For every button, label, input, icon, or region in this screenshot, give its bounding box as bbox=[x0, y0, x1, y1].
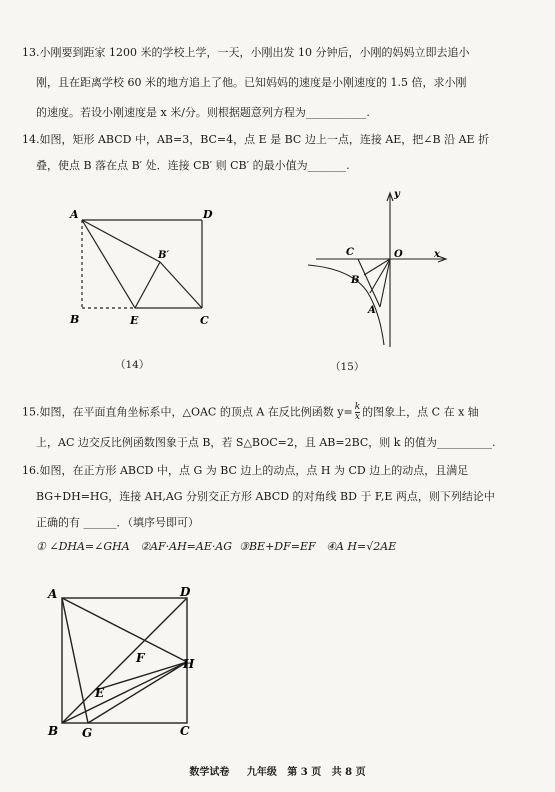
fig16-label-C: C bbox=[180, 724, 190, 738]
q16-option-3: ③BE+DF=EF bbox=[239, 540, 316, 553]
q16-option-2: ②AF·AH=AE·AG bbox=[140, 540, 233, 553]
fig16-label-G: G bbox=[82, 726, 93, 740]
q13-line-1: 13.小刚要到距家 1200 米的学校上学，一天，小刚出发 10 分钟后，小刚的妈妈立即去追小 bbox=[22, 46, 470, 59]
figure-16 bbox=[40, 580, 215, 740]
q16-options bbox=[36, 540, 396, 553]
fig14-label-Bprime: B′ bbox=[158, 250, 170, 261]
q15-text-post: 的图象上，点 C 在 x 轴 bbox=[362, 405, 479, 419]
fig16-label-D: D bbox=[180, 585, 191, 599]
fig16-label-H: H bbox=[183, 657, 195, 671]
q16-option-1: ① ∠DHA=∠GHA bbox=[36, 540, 130, 553]
fig16-label-E: E bbox=[95, 686, 105, 700]
figure-14 bbox=[60, 200, 240, 340]
fig16-label-B: B bbox=[48, 724, 59, 738]
fig14-label-B: B bbox=[70, 313, 80, 326]
fig16-label-A: A bbox=[48, 587, 58, 601]
q15-line-2: 上，AC 边交反比例函数图象于点 B，若 S△BOC=2，且 AB=2BC，则 k 的值为__________. bbox=[36, 436, 496, 449]
page-footer bbox=[0, 763, 555, 778]
fig15-label-O: O bbox=[394, 249, 403, 260]
fig14-label-D: D bbox=[203, 208, 213, 221]
footer-subject: 数学试卷 bbox=[189, 767, 230, 778]
figure-15 bbox=[298, 185, 458, 350]
q13-line-2: 刚，且在距离学校 60 米的地方追上了他。已知妈妈的速度是小刚速度的 1.5 倍，求小刚 bbox=[36, 76, 467, 89]
q15-line-1 bbox=[22, 403, 479, 422]
q14-line-2: 叠，使点 B 落在点 B′ 处．连接 CB′ 则 CB′ 的最小值为_______. bbox=[36, 159, 350, 172]
q16-line-1: 16.如图，在正方形 ABCD 中，点 G 为 BC 边上的动点，点 H 为 CD 边上的动点，且满足 bbox=[22, 464, 469, 477]
fig14-label-C: C bbox=[200, 314, 209, 327]
fig15-label-y: y bbox=[394, 189, 400, 200]
fig14-label-A: A bbox=[70, 208, 79, 221]
q15-fraction bbox=[355, 403, 360, 422]
q15-text-pre: 15.如图，在平面直角坐标系中，△OAC 的顶点 A 在反比例函数 y= bbox=[22, 405, 353, 419]
footer-page: 第 3 页 bbox=[287, 767, 322, 778]
fig14-caption: （14） bbox=[115, 359, 150, 371]
q15-frac-num: k bbox=[354, 402, 361, 412]
q16-option-4: ④A H=√2AE bbox=[326, 540, 397, 553]
footer-total: 共 8 页 bbox=[331, 767, 366, 778]
fig15-label-C: C bbox=[346, 247, 354, 258]
fig15-caption: （15） bbox=[330, 361, 365, 373]
q16-line-3: 正确的有 ______．（填序号即可） bbox=[36, 516, 199, 529]
q16-line-2: BG+DH=HG，连接 AH,AG 分别交正方形 ABCD 的对角线 BD 于 F,E 两点，则下列结论中 bbox=[36, 490, 495, 503]
fig14-label-E: E bbox=[130, 314, 139, 327]
fig15-label-B: B bbox=[351, 275, 360, 286]
footer-grade: 九年级 bbox=[246, 767, 277, 778]
q14-line-1: 14.如图，矩形 ABCD 中，AB=3，BC=4，点 E 是 BC 边上一点，连接 AE，把∠B 沿 AE 折 bbox=[22, 133, 490, 146]
fig15-label-A: A bbox=[368, 305, 376, 316]
fig16-label-F: F bbox=[136, 651, 145, 665]
fig15-label-x: x bbox=[434, 249, 440, 260]
q13-line-3: 的速度。若设小刚速度是 x 米/分。则根据题意列方程为___________. bbox=[36, 106, 370, 119]
q15-frac-den: x bbox=[354, 412, 360, 422]
